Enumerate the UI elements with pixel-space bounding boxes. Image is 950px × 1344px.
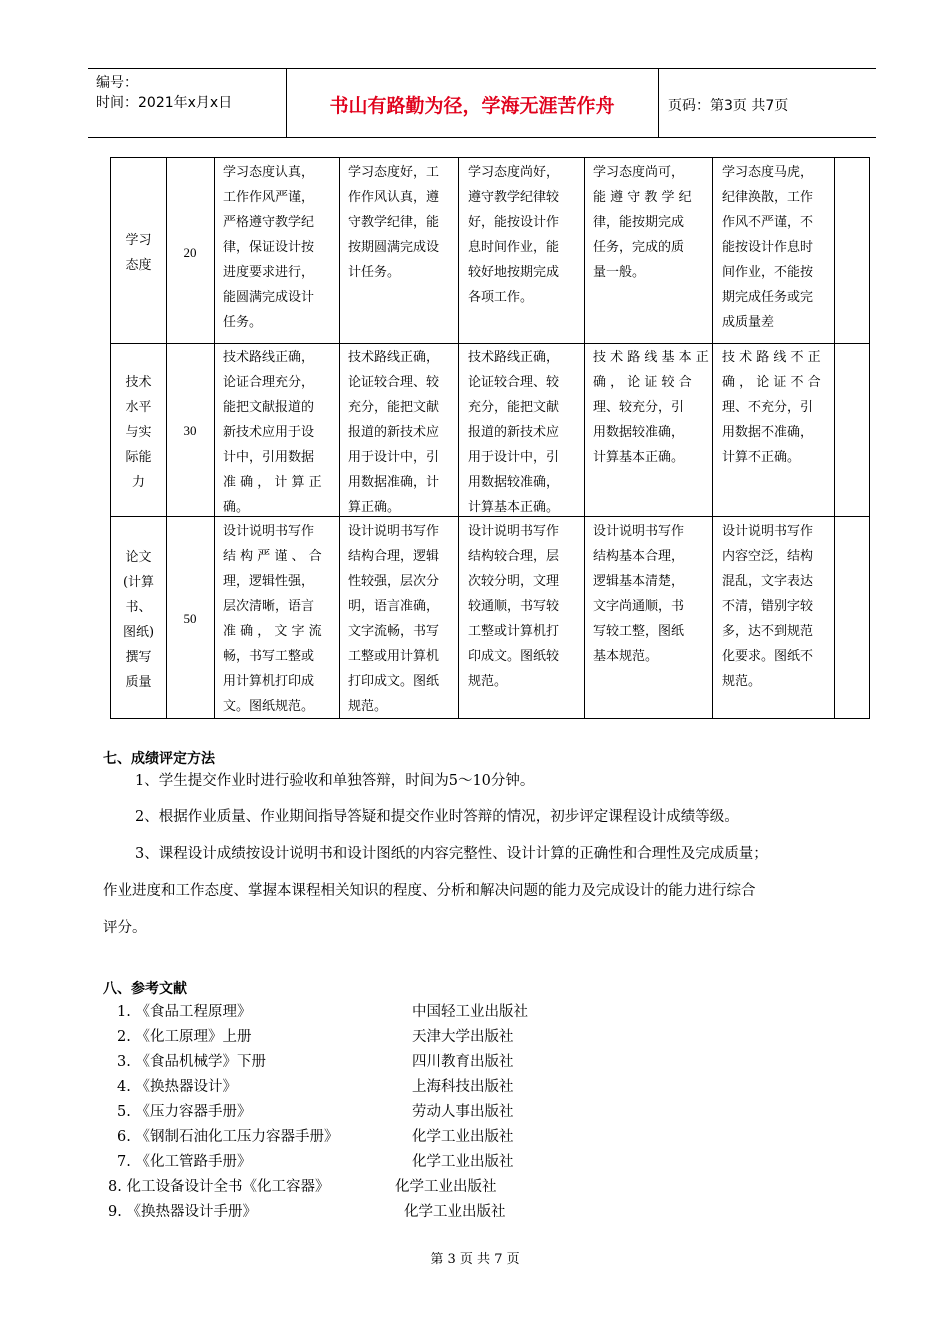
section-8-title: 八、参考文献 bbox=[103, 981, 187, 997]
level-good-cell: 技术路线正确， 论证较合理、较 充分，能把文献 报道的新技术应 用于设计中，引 用数据准确，计 算正确。 bbox=[348, 350, 440, 515]
section-7-paragraph-3-line-3: 评分。 bbox=[103, 920, 147, 936]
table-row-points: 30 bbox=[183, 423, 197, 438]
reference-item: 1. 《食品工程原理》 bbox=[117, 1004, 252, 1020]
reference-publisher: 四川教育出版社 bbox=[412, 1054, 514, 1070]
header-info-cell bbox=[88, 69, 287, 137]
level-fail-cell: 学习态度马虎， 纪律涣散，工作 作风不严谨，不 能按设计作息时 间作业，不能按 期完成任务或完 成质量差 bbox=[722, 165, 814, 330]
row-label-line: 学习 bbox=[125, 233, 152, 248]
header-motto: 书山有路勤为径，学海无涯苦作舟 bbox=[329, 95, 615, 117]
level-medium-cell: 技术路线正确， 论证较合理、较 充分，能把文献 报道的新技术应 用于设计中，引 用数据较准确， 计算基本正确。 bbox=[468, 350, 560, 515]
reference-item: 5. 《压力容器手册》 bbox=[117, 1104, 252, 1120]
reference-publisher: 化学工业出版社 bbox=[412, 1154, 514, 1170]
table-row-label: 论文 (计算 书、 图纸) 撰写 质量 bbox=[122, 550, 155, 690]
reference-publisher: 化学工业出版社 bbox=[412, 1129, 514, 1145]
level-excellent-cell: 设计说明书写作 结 构 严 谨 、 合 理，逻辑性强， 层次清晰，语言 准 确 ， 文 字 流 畅，书写工整或 用计算机打印成 文。图纸规范。 bbox=[223, 524, 322, 714]
reference-publisher: 天津大学出版社 bbox=[412, 1029, 514, 1045]
level-pass-cell: 技 术 路 线 基 本 正 确 ， 论 证 较 合 理、较充分，引 用数据较准确， 计算基本正确。 bbox=[593, 350, 709, 465]
page-header bbox=[88, 68, 876, 138]
level-medium-cell: 设计说明书写作 结构较合理，层 次较分明，文理 较通顺，书写较 工整或计算机打 印成文。图纸较 规范。 bbox=[468, 524, 560, 689]
reference-publisher: 劳动人事出版社 bbox=[412, 1104, 514, 1120]
level-good-cell: 设计说明书写作 结构合理，逻辑 性较强，层次分 明，语言准确， 文字流畅，书写 工整或用计算机 打印成文。图纸 规范。 bbox=[348, 524, 440, 714]
reference-publisher: 上海科技出版社 bbox=[412, 1079, 514, 1095]
table-row-points: 20 bbox=[183, 245, 197, 260]
reference-publisher: 化学工业出版社 bbox=[404, 1204, 506, 1220]
section-7-paragraph-1: 1、学生提交作业时进行验收和单独答辩，时间为5～10分钟。 bbox=[135, 773, 535, 789]
section-7-title: 七、成绩评定方法 bbox=[103, 751, 215, 767]
reference-publisher: 中国轻工业出版社 bbox=[412, 1004, 528, 1020]
section-7-paragraph-3-line-2: 作业进度和工作态度、掌握本课程相关知识的程度、分析和解决问题的能力及完成设计的能力进行综合 bbox=[103, 883, 756, 899]
reference-item: 4. 《换热器设计》 bbox=[117, 1079, 237, 1095]
reference-publisher: 化学工业出版社 bbox=[395, 1179, 497, 1195]
level-medium-cell: 学习态度尚好， 遵守教学纪律较 好，能按设计作 息时间作业，能 较好地按期完成 各项工作。 bbox=[468, 165, 560, 305]
header-page-cell bbox=[658, 69, 876, 137]
section-7-paragraph-3-line-1: 3、课程设计成绩按设计说明书和设计图纸的内容完整性、设计计算的正确性和合理性及完成质量； bbox=[135, 846, 768, 862]
page-footer: 第 3 页 共 7 页 bbox=[430, 1252, 520, 1267]
reference-item: 6. 《钢制石油化工压力容器手册》 bbox=[117, 1129, 339, 1145]
document-number-label: 编号： bbox=[96, 75, 138, 91]
reference-item: 7. 《化工管路手册》 bbox=[117, 1154, 252, 1170]
level-fail-cell: 技 术 路 线 不 正 确 ， 论 证 不 合 理、不充分，引 用数据不准确， 计算不正确。 bbox=[722, 350, 821, 465]
header-motto-cell bbox=[286, 69, 659, 137]
level-excellent-cell: 技术路线正确， 论证合理充分， 能把文献报道的 新技术应用于设 计中，引用数据 准 确 ， 计 算 正 确。 bbox=[223, 350, 322, 515]
level-pass-cell: 学习态度尚可， 能 遵 守 教 学 纪 律，能按期完成 任务，完成的质 量一般。 bbox=[593, 165, 692, 280]
reference-item: 8. 化工设备设计全书《化工容器》 bbox=[108, 1179, 330, 1195]
reference-item: 9. 《换热器设计手册》 bbox=[108, 1204, 257, 1220]
table-row-points: 50 bbox=[183, 611, 197, 626]
table-row-label bbox=[110, 228, 167, 278]
reference-item: 2. 《化工原理》上册 bbox=[117, 1029, 252, 1045]
level-good-cell: 学习态度好，工 作作风认真，遵 守教学纪律，能 按期圆满完成设 计任务。 bbox=[348, 165, 440, 280]
document-date-label: 时间：2021年x月x日 bbox=[96, 95, 233, 111]
table-row-label: 技术 水平 与实 际能 力 bbox=[125, 375, 152, 490]
level-fail-cell: 设计说明书写作 内容空泛，结构 混乱，文字表达 不清，错别字较 多，达不到规范 化要求。图纸不 规范。 bbox=[722, 524, 814, 689]
level-excellent-cell: 学习态度认真， 工作作风严谨， 严格遵守教学纪 律，保证设计按 进度要求进行， 能圆满完成设计 任务。 bbox=[223, 165, 315, 330]
row-label-line: 态度 bbox=[125, 258, 152, 273]
level-pass-cell: 设计说明书写作 结构基本合理， 逻辑基本清楚， 文字尚通顺，书 写较工整，图纸 基本规范。 bbox=[593, 524, 685, 664]
reference-item: 3. 《食品机械学》下册 bbox=[117, 1054, 266, 1070]
section-7-paragraph-2: 2、根据作业质量、作业期间指导答疑和提交作业时答辩的情况，初步评定课程设计成绩等级。 bbox=[135, 809, 739, 825]
header-page-label: 页码：第3页 共7页 bbox=[668, 98, 789, 114]
